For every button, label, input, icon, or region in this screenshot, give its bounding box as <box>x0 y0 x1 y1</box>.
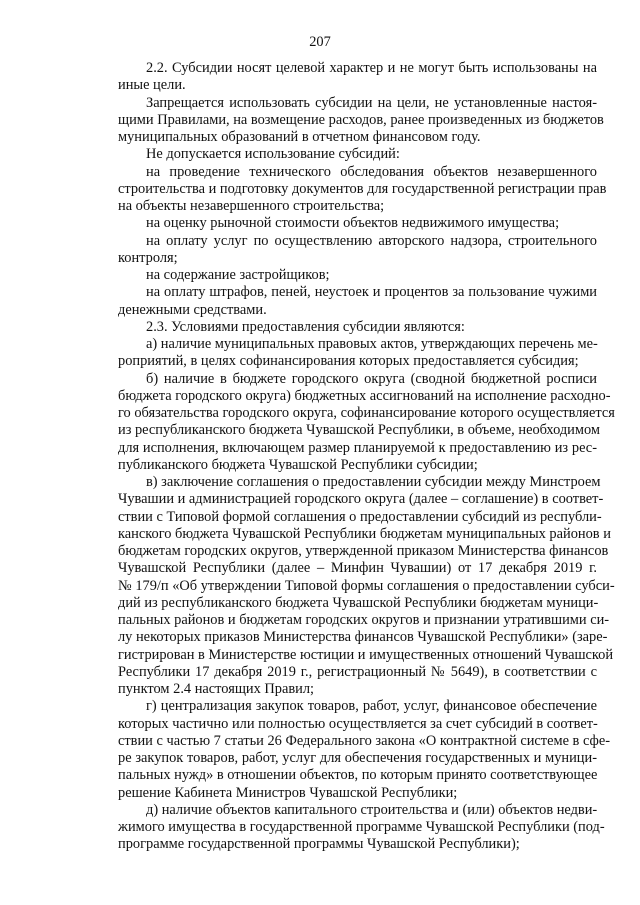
text-line: го обязательства городского округа, софинансирование которого осуществляется <box>118 405 615 421</box>
text-line: пунктом 2.4 настоящих Правил; <box>118 681 315 697</box>
text-line: Республики 17 декабря 2019 г., регистрационный № 5649), в соответствии с <box>118 663 597 680</box>
text-line: № 179/п «Об утверждении Типовой формы соглашения о предоставлении субси- <box>118 577 615 594</box>
text-line: контроля; <box>118 249 178 266</box>
text-line: программе государственной программы Чувашской Республики); <box>118 836 520 853</box>
text-line: строительства и подготовку документов для государственной регистрации прав <box>118 180 607 197</box>
text-line: гистрирован в Министерстве юстиции и имущественных отношений Чувашской <box>118 646 614 663</box>
text-line: на проведение технического обследования объектов незавершенного <box>146 163 597 180</box>
text-line: пальных районов и бюджетам городских округов и признании утратившими си- <box>118 612 610 628</box>
text-line: бюджета городского округа) бюджетных ассигнований на исполнение расходно- <box>118 387 611 404</box>
text-line: публиканского бюджета Чувашской Республики субсидии; <box>118 456 478 473</box>
text-line: д) наличие объектов капитального строительства и (или) объектов недви- <box>146 801 598 818</box>
text-line: в) заключение соглашения о предоставлении субсидии между Минстроем <box>146 474 601 490</box>
text-line: роприятий, в целях софинансирования которых предоставляется субсидия; <box>118 353 579 370</box>
text-line: жимого имущества в государственной программе Чувашской Республики (под- <box>118 819 605 835</box>
text-line: Запрещается использовать субсидии на цели, не установленные настоя- <box>146 94 597 111</box>
text-line: канского бюджета Чувашской Республики бюджетам муниципальных районов и <box>118 525 611 542</box>
text-line: которых частично или полностью осуществляется за счет субсидий в соответ- <box>118 715 598 732</box>
text-line: а) наличие муниципальных правовых актов, утверждающих перечень ме- <box>146 336 598 352</box>
text-line: на оплату штрафов, пеней, неустоек и процентов за пользование чужими <box>146 284 597 301</box>
text-line: денежными средствами. <box>118 301 267 318</box>
text-line: 2.2. Субсидии носят целевой характер и не могут быть использованы на <box>146 60 597 76</box>
text-line: ре закупок товаров, работ, услуг для обеспечения государственных и муници- <box>118 750 597 766</box>
text-line: ствии с частью 7 статьи 26 Федерального закона «О контрактной системе в сфе- <box>118 732 611 749</box>
text-line: муниципальных образований в отчетном финансовом году. <box>118 129 481 145</box>
text-line: 2.3. Условиями предоставления субсидии являются: <box>146 318 465 335</box>
text-line: ствии с Типовой формой соглашения о предоставлении субсидий из республи- <box>118 508 602 525</box>
text-line: из республиканского бюджета Чувашской Республики, в объеме, необходимом <box>118 422 601 439</box>
text-line: дий из республиканского бюджета Чувашской Республики бюджетам муници- <box>118 594 599 611</box>
text-line: иные цели. <box>118 77 186 94</box>
text-line: на оплату услуг по осуществлению авторского надзора, строительного <box>146 232 597 249</box>
text-line: пальных нужд» в отношении объектов, по которым принято соответствующее <box>118 767 598 784</box>
text-line: г) централизация закупок товаров, работ, услуг, финансовое обеспечение <box>146 698 597 715</box>
page-number: 207 <box>309 34 331 50</box>
text-line: для исполнения, включающем размер планируемой к предоставлению из рес- <box>118 439 597 456</box>
text-line: бюджетам городских округов, утвержденной приказом Министерства финансов <box>118 543 609 559</box>
text-line: б) наличие в бюджете городского округа (сводной бюджетной росписи <box>146 370 597 387</box>
text-line: лу некоторых приказов Министерства финансов Чувашской Республики» (заре- <box>118 629 608 646</box>
text-line: Не допускается использование субсидий: <box>146 146 400 163</box>
text-line: Чувашской Республики (далее – Минфин Чувашии) от 17 декабря 2019 г. <box>118 560 597 577</box>
text-line: на объекты незавершенного строительства; <box>118 198 385 214</box>
text-line: щими Правилами, на возмещение расходов, ранее произведенных из бюджетов <box>118 111 604 128</box>
text-line: Чувашии и администрацией городского округа (далее – соглашение) в соответ- <box>118 491 604 508</box>
text-line: решение Кабинета Министров Чувашской Республики; <box>118 784 458 801</box>
text-line: на содержание застройщиков; <box>146 267 330 283</box>
text-line: на оценку рыночной стоимости объектов недвижимого имущества; <box>146 215 560 232</box>
